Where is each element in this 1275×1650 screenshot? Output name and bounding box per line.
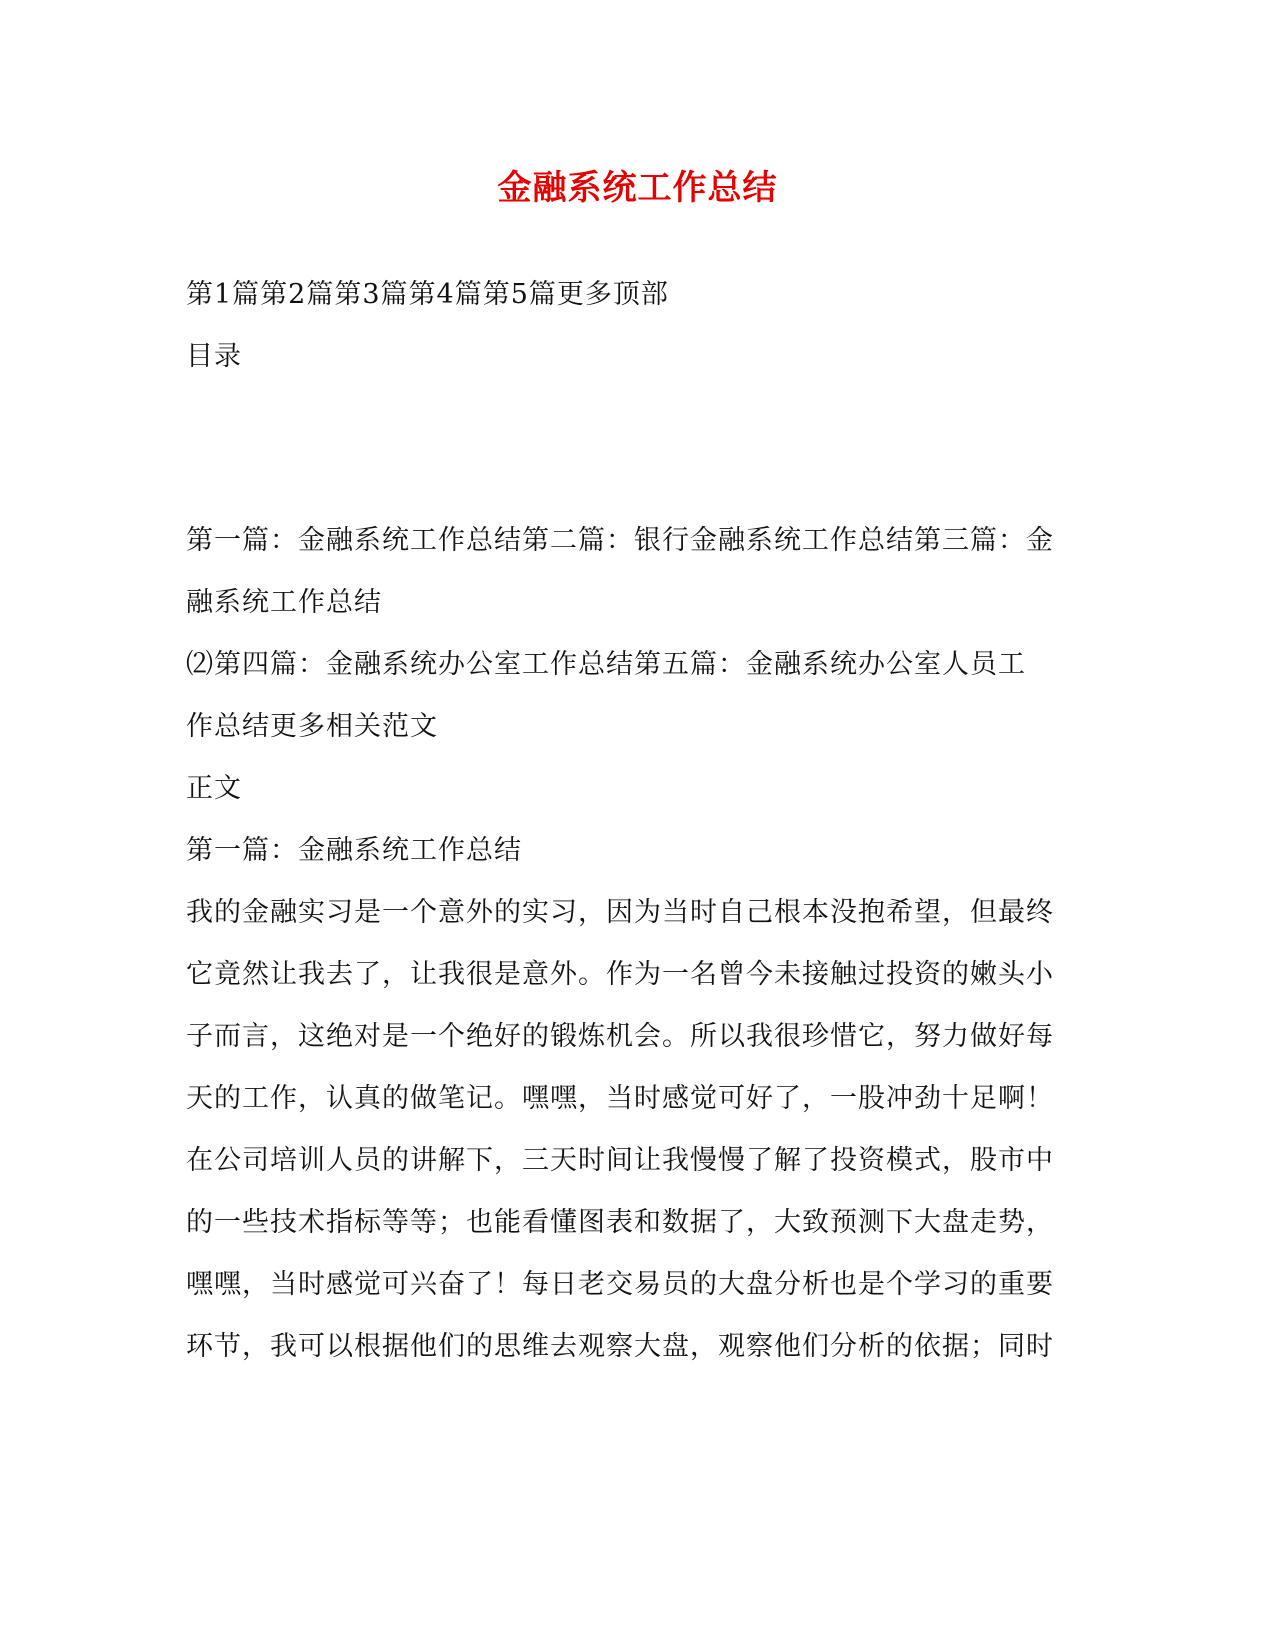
toc-heading: 目录 xyxy=(186,341,242,372)
body-heading: 正文 xyxy=(186,773,242,804)
document-title: 金融系统工作总结 xyxy=(497,168,778,208)
toc-line[interactable]: 作总结更多相关范文 xyxy=(186,711,438,742)
paragraph-line: 子而言，这绝对是一个绝好的锻炼机会。所以我很珍惜它，努力做好每 xyxy=(186,1021,1054,1052)
paragraph-line: 我的金融实习是一个意外的实习，因为当时自己根本没抱希望，但最终 xyxy=(186,897,1054,928)
paragraph-line: 在公司培训人员的讲解下，三天时间让我慢慢了解了投资模式，股市中 xyxy=(186,1145,1054,1176)
paragraph-line: 它竟然让我去了，让我很是意外。作为一名曾今未接触过投资的嫩头小 xyxy=(186,959,1054,990)
paragraph-line: 嘿嘿，当时感觉可兴奋了！每日老交易员的大盘分析也是个学习的重要 xyxy=(186,1269,1054,1300)
paragraph-line: 环节，我可以根据他们的思维去观察大盘，观察他们分析的依据；同时 xyxy=(186,1331,1054,1362)
paragraph-line: 的一些技术指标等等；也能看懂图表和数据了，大致预测下大盘走势， xyxy=(186,1207,1054,1238)
toc-line[interactable]: 融系统工作总结 xyxy=(186,587,382,618)
toc-line[interactable]: ⑵第四篇：金融系统办公室工作总结第五篇：金融系统办公室人员工 xyxy=(186,649,1026,680)
section-nav-links[interactable]: 第1篇第2篇第3篇第4篇第5篇更多顶部 xyxy=(186,279,669,310)
paragraph-line: 天的工作，认真的做笔记。嘿嘿，当时感觉可好了，一股冲劲十足啊！ xyxy=(186,1083,1054,1114)
toc-line[interactable]: 第一篇：金融系统工作总结第二篇：银行金融系统工作总结第三篇：金 xyxy=(186,525,1054,556)
section-title: 第一篇：金融系统工作总结 xyxy=(186,835,522,866)
